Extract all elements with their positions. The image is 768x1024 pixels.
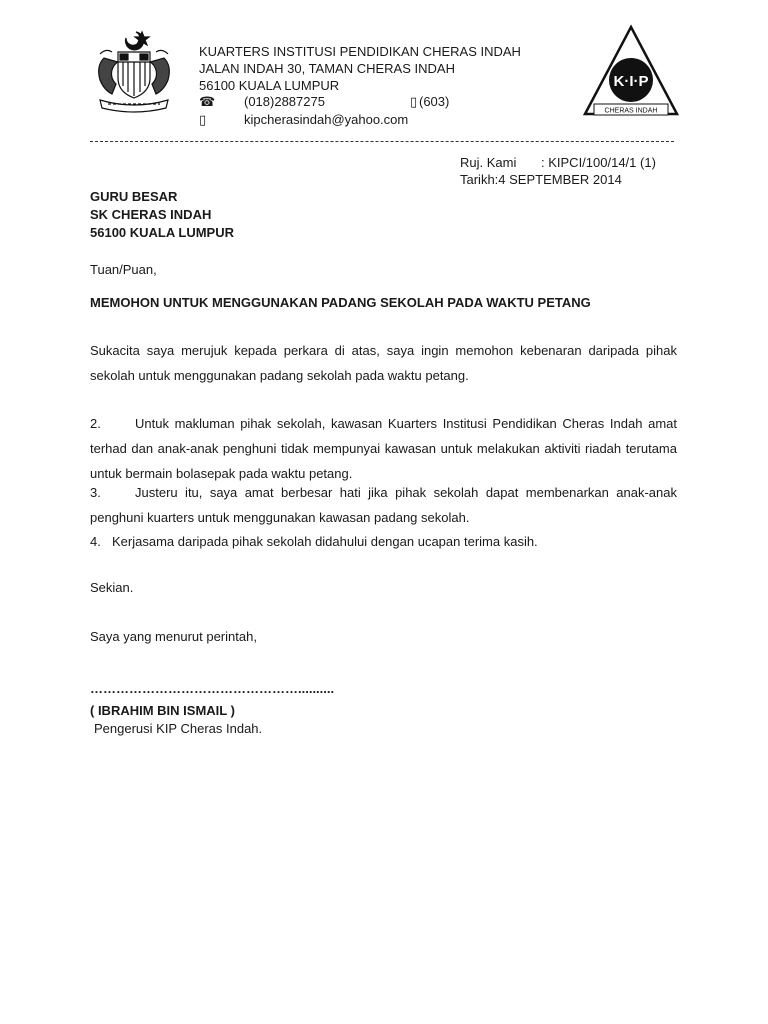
kip-logo-banner: CHERAS INDAH [604, 107, 658, 115]
signature-line: ………………………………………….......... [90, 681, 335, 696]
paragraph-4-number: 4. [90, 534, 101, 549]
paragraph-3-number: 3. [90, 485, 101, 500]
kip-logo-text: K·I·P [613, 73, 649, 90]
paragraph-4-text: Kerjasama daripada pihak sekolah didahului dengan ucapan terima kasih. [112, 534, 538, 549]
paragraph-1: Sukacita saya merujuk kepada perkara di atas, saya ingin memohon kebenaran daripada pihak sekolah untuk menggunakan padang sekolah pada waktu petang. [90, 343, 677, 383]
letterhead-phone: (018)2887275 [244, 94, 325, 109]
phone-icon: ☎ [199, 94, 216, 109]
subject-heading: MEMOHON UNTUK MENGGUNAKAN PADANG SEKOLAH PADA WAKTU PETANG [90, 295, 591, 310]
closing-phrase: Saya yang menurut perintah, [90, 629, 257, 644]
paragraph-4 [90, 529, 677, 554]
closing-sekian: Sekian. [90, 580, 134, 595]
recipient-city: 56100 KUALA LUMPUR [90, 225, 234, 240]
paragraph-2-number: 2. [90, 416, 101, 431]
letterhead-institution: KUARTERS INSTITUSI PENDIDIKAN CHERAS INDAH [199, 44, 521, 59]
reference-label: Ruj. Kami [460, 155, 517, 170]
kip-logo [582, 24, 680, 120]
signatory-name: ( IBRAHIM BIN ISMAIL ) [90, 703, 235, 718]
paragraph-2 [90, 411, 677, 486]
signatory-title: Pengerusi KIP Cheras Indah. [94, 721, 263, 736]
letterhead-street: JALAN INDAH 30, TAMAN CHERAS INDAH [199, 61, 455, 76]
paragraph-3-text: Justeru itu, saya amat berbesar hati jika pihak sekolah dapat membenarkan anak-anak penghuni kuarters untuk menggunakan kawasan padang sekolah. [90, 485, 677, 525]
email-icon: ▯ [199, 112, 207, 127]
recipient-school: SK CHERAS INDAH [90, 207, 212, 222]
letterhead-fax: (603) [419, 94, 450, 109]
letter-date: Tarikh:4 SEPTEMBER 2014 [460, 172, 622, 187]
paragraph-3 [90, 480, 677, 530]
coat-of-arms-logo [90, 28, 178, 114]
letterhead-email: kipcherasindah@yahoo.com [244, 112, 409, 127]
paragraph-2-text: Untuk makluman pihak sekolah, kawasan Kuarters Institusi Pendidikan Cheras Indah amat terhad dan anak-anak penghuni tidak mempunyai kawasan untuk melakukan aktiviti riadah terutama untuk bermain bolasepak pada waktu petang. [90, 416, 677, 481]
reference-value: : KIPCI/100/14/1 (1) [541, 155, 656, 170]
header-divider [90, 141, 674, 142]
salutation: Tuan/Puan, [90, 262, 157, 277]
recipient-title: GURU BESAR [90, 189, 178, 204]
fax-icon: ▯ [410, 94, 418, 109]
letterhead-city: 56100 KUALA LUMPUR [199, 78, 340, 93]
